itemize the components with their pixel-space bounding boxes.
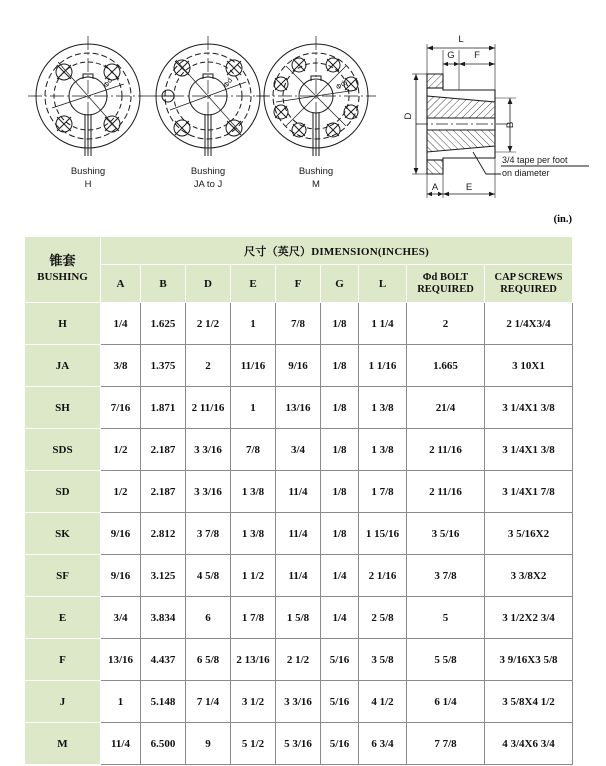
taper-note-line2: on diameter	[502, 168, 550, 178]
cell-l: 1 7/8	[359, 471, 407, 513]
cell-g: 1/4	[321, 597, 359, 639]
technical-drawings-area	[0, 0, 606, 212]
cell-cap-screws: 3 1/2X2 3/4	[485, 597, 573, 639]
cell-bolt-required: 5 5/8	[407, 639, 485, 681]
table-row	[25, 303, 573, 345]
cell-d: 6	[186, 597, 231, 639]
cell-f: 11/4	[276, 555, 321, 597]
cell-d: 3 7/8	[186, 513, 231, 555]
dim-label-D: D	[403, 112, 414, 120]
column-header-a: A	[101, 265, 141, 303]
cell-f: 3/4	[276, 429, 321, 471]
svg-text:Φd: Φd	[102, 76, 115, 90]
svg-text:Φd: Φd	[334, 79, 348, 92]
cell-g: 5/16	[321, 681, 359, 723]
row-header-bushing: SDS	[25, 429, 101, 471]
cell-a: 3/8	[101, 345, 141, 387]
cell-e: 1	[231, 303, 276, 345]
cell-cap-screws: 3 10X1	[485, 345, 573, 387]
cell-a: 9/16	[101, 555, 141, 597]
cell-l: 1 3/8	[359, 387, 407, 429]
cell-d: 7 1/4	[186, 681, 231, 723]
bolt-header-line1: Φd BOLT	[422, 271, 469, 283]
cell-l: 1 1/16	[359, 345, 407, 387]
cell-b: 1.625	[141, 303, 186, 345]
cell-cap-screws: 4 3/4X6 3/4	[485, 723, 573, 765]
cell-cap-screws: 3 3/8X2	[485, 555, 573, 597]
cell-cap-screws: 3 9/16X3 5/8	[485, 639, 573, 681]
bushing-ja-caption-line1: Bushing	[190, 166, 226, 177]
cell-cap-screws: 3 1/4X1 3/8	[485, 387, 573, 429]
cell-b: 2.187	[141, 471, 186, 513]
row-header-bushing: SF	[25, 555, 101, 597]
cell-f: 2 1/2	[276, 639, 321, 681]
cell-b: 3.834	[141, 597, 186, 639]
bushing-dimension-table	[24, 236, 573, 765]
cell-g: 1/8	[321, 429, 359, 471]
cell-bolt-required: 7 7/8	[407, 723, 485, 765]
bushing-ja-to-j-drawing	[148, 32, 268, 160]
row-header-bushing: SD	[25, 471, 101, 513]
cell-f: 3 3/16	[276, 681, 321, 723]
cell-bolt-required: 1.665	[407, 345, 485, 387]
cell-b: 4.437	[141, 639, 186, 681]
cell-e: 1 7/8	[231, 597, 276, 639]
dim-label-L: L	[458, 34, 464, 45]
table-row	[25, 681, 573, 723]
table-row	[25, 723, 573, 765]
cell-f: 5 3/16	[276, 723, 321, 765]
cell-b: 2.812	[141, 513, 186, 555]
cell-cap-screws: 3 1/4X1 3/8	[485, 429, 573, 471]
specification-table-container	[24, 236, 572, 765]
cell-b: 1.871	[141, 387, 186, 429]
bushing-h-caption-line1: Bushing	[70, 166, 106, 177]
bushing-h-caption	[28, 166, 148, 191]
cell-a: 11/4	[101, 723, 141, 765]
bushing-m-caption-line1: Bushing	[298, 166, 334, 177]
cell-cap-screws: 3 1/4X1 7/8	[485, 471, 573, 513]
cell-a: 1/4	[101, 303, 141, 345]
dimension-group-header: 尺寸（英尺）DIMENSION(INCHES)	[101, 237, 573, 265]
cell-e: 1 3/8	[231, 513, 276, 555]
cell-d: 9	[186, 723, 231, 765]
cell-bolt-required: 2	[407, 303, 485, 345]
cell-g: 5/16	[321, 639, 359, 681]
cell-cap-screws: 3 5/8X4 1/2	[485, 681, 573, 723]
cell-a: 9/16	[101, 513, 141, 555]
bushing-ja-caption-line2: JA to J	[193, 178, 223, 190]
cell-f: 1 5/8	[276, 597, 321, 639]
cell-a: 7/16	[101, 387, 141, 429]
dim-label-G: G	[447, 50, 455, 61]
cell-l: 2 1/16	[359, 555, 407, 597]
table-row	[25, 513, 573, 555]
cell-f: 11/4	[276, 471, 321, 513]
cap-header-line1: CAP SCREWS	[494, 271, 563, 283]
table-header-columns-row	[25, 265, 573, 303]
row-header-bushing: JA	[25, 345, 101, 387]
table-row	[25, 597, 573, 639]
cell-e: 7/8	[231, 429, 276, 471]
svg-text:Φd: Φd	[222, 76, 235, 90]
cell-f: 13/16	[276, 387, 321, 429]
cell-e: 2 13/16	[231, 639, 276, 681]
dim-label-E: E	[465, 182, 473, 193]
cell-b: 6.500	[141, 723, 186, 765]
cell-f: 7/8	[276, 303, 321, 345]
cell-l: 1 15/16	[359, 513, 407, 555]
cell-e: 11/16	[231, 345, 276, 387]
cell-f: 11/4	[276, 513, 321, 555]
cell-l: 1 1/4	[359, 303, 407, 345]
cell-bolt-required: 21/4	[407, 387, 485, 429]
dim-label-A: A	[431, 182, 439, 193]
cell-d: 3 3/16	[186, 471, 231, 513]
table-row	[25, 555, 573, 597]
cell-d: 2	[186, 345, 231, 387]
cell-b: 5.148	[141, 681, 186, 723]
row-header-bushing: E	[25, 597, 101, 639]
cell-e: 1 3/8	[231, 471, 276, 513]
cell-l: 1 3/8	[359, 429, 407, 471]
bushing-m-caption-line2: M	[312, 178, 320, 190]
cell-l: 3 5/8	[359, 639, 407, 681]
column-header-g: G	[321, 265, 359, 303]
dim-label-F: F	[474, 50, 480, 61]
cell-d: 4 5/8	[186, 555, 231, 597]
cell-bolt-required: 2 11/16	[407, 429, 485, 471]
row-header-bushing: J	[25, 681, 101, 723]
bushing-header-english: BUSHING	[37, 271, 88, 283]
cell-a: 1/2	[101, 429, 141, 471]
cell-b: 3.125	[141, 555, 186, 597]
cross-section-drawing	[398, 26, 598, 212]
cell-bolt-required: 6 1/4	[407, 681, 485, 723]
table-body	[25, 303, 573, 765]
cell-d: 2 11/16	[186, 387, 231, 429]
cell-d: 6 5/8	[186, 639, 231, 681]
column-header-d: D	[186, 265, 231, 303]
cell-g: 1/8	[321, 345, 359, 387]
cell-l: 4 1/2	[359, 681, 407, 723]
table-row	[25, 639, 573, 681]
column-header-bushing	[25, 237, 101, 303]
bushing-h-drawing	[28, 32, 148, 160]
cell-g: 1/8	[321, 471, 359, 513]
bushing-m-caption	[256, 166, 376, 191]
table-row	[25, 345, 573, 387]
table-row	[25, 387, 573, 429]
cell-bolt-required: 3 7/8	[407, 555, 485, 597]
table-row	[25, 429, 573, 471]
cell-cap-screws: 2 1/4X3/4	[485, 303, 573, 345]
cell-l: 2 5/8	[359, 597, 407, 639]
cell-e: 1 1/2	[231, 555, 276, 597]
cell-g: 1/4	[321, 555, 359, 597]
cell-d: 2 1/2	[186, 303, 231, 345]
bushing-h-caption-line2: H	[84, 178, 92, 190]
cell-b: 2.187	[141, 429, 186, 471]
table-row	[25, 471, 573, 513]
row-header-bushing: SK	[25, 513, 101, 555]
bolt-header-line2: REQUIRED	[417, 283, 474, 295]
cell-l: 6 3/4	[359, 723, 407, 765]
cell-f: 9/16	[276, 345, 321, 387]
row-header-bushing: F	[25, 639, 101, 681]
taper-note-line1: 3/4 tape per foot	[502, 155, 568, 165]
unit-note: (in.)	[553, 214, 572, 225]
cell-b: 1.375	[141, 345, 186, 387]
bushing-ja-to-j-caption	[148, 166, 268, 191]
cell-e: 3 1/2	[231, 681, 276, 723]
bushing-m-drawing	[256, 32, 376, 160]
cell-g: 5/16	[321, 723, 359, 765]
row-header-bushing: M	[25, 723, 101, 765]
column-header-b: B	[141, 265, 186, 303]
table-header-group-row	[25, 237, 573, 265]
column-header-f: F	[276, 265, 321, 303]
cell-g: 1/8	[321, 387, 359, 429]
cell-bolt-required: 2 11/16	[407, 471, 485, 513]
cell-bolt-required: 5	[407, 597, 485, 639]
cell-a: 3/4	[101, 597, 141, 639]
column-header-e: E	[231, 265, 276, 303]
row-header-bushing: SH	[25, 387, 101, 429]
cap-header-line2: REQUIRED	[500, 283, 557, 295]
dim-label-B: B	[505, 121, 516, 129]
row-header-bushing: H	[25, 303, 101, 345]
cell-cap-screws: 3 5/16X2	[485, 513, 573, 555]
cell-e: 1	[231, 387, 276, 429]
column-header-bolt-required	[407, 265, 485, 303]
column-header-l: L	[359, 265, 407, 303]
bushing-header-chinese: 锥套	[49, 254, 76, 269]
cell-g: 1/8	[321, 513, 359, 555]
cell-a: 13/16	[101, 639, 141, 681]
cell-d: 3 3/16	[186, 429, 231, 471]
cell-a: 1	[101, 681, 141, 723]
column-header-cap-screws-required	[485, 265, 573, 303]
cell-a: 1/2	[101, 471, 141, 513]
cell-bolt-required: 3 5/16	[407, 513, 485, 555]
cell-e: 5 1/2	[231, 723, 276, 765]
cell-g: 1/8	[321, 303, 359, 345]
